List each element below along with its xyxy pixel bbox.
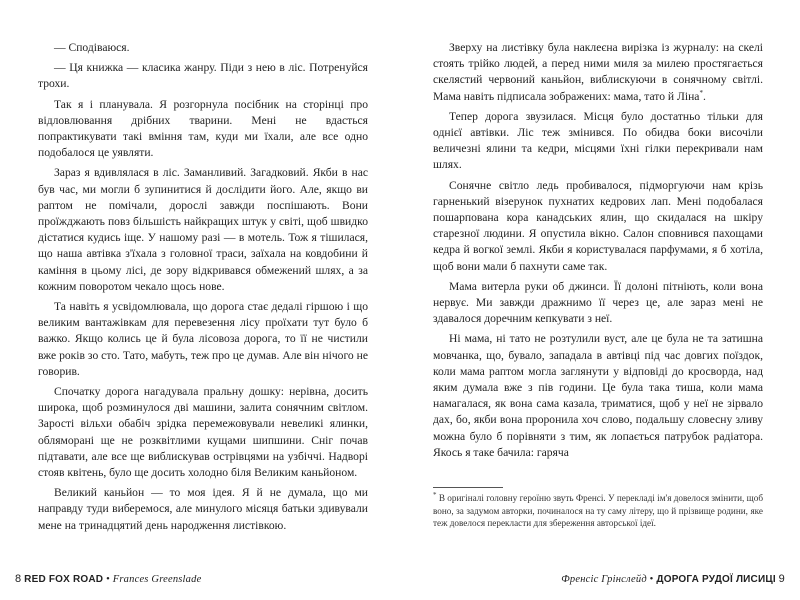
paragraph: Так я і планувала. Я розгорнула посібник на сторінці про відловлювання дрібних тварини. Мені не вдасться попрактикувати такі вміння там, куди ми їхали, але все одно подобалося це уявляти. — [38, 97, 368, 160]
book-title: RED FOX ROAD — [24, 574, 104, 585]
paragraph: — Ця книжка — класика жанру. Піди з нею в ліс. Потренуйся трохи. — [38, 61, 368, 91]
left-running-footer — [15, 573, 201, 585]
book-title: ДОРОГА РУДОЇ ЛИСИЦІ — [656, 574, 776, 585]
paragraph: Зараз я вдивлялася в ліс. Заманливий. Загадковий. Якби в нас був час, ми могли б зупинитися й дослідити його. Але, якщо ви раптом не помічали, дорослі завжди поспішають. Вони проїжджають повз більшість найкращих штук у світі, щоб швидко дістатися кудись іще. У нашому разі — в мотель. Тож я тішилася, що наша автівка з'їхала з головної траси, заїхала на ковдобини й каміння в цьому лісі, де зору відкривався обмежений шлях, а за кожним поворотом чекало щось нове. — [38, 166, 368, 293]
footnote-divider — [433, 487, 503, 488]
right-running-footer — [561, 573, 785, 585]
paragraph: Мама витерла руки об джинси. Її долоні пітніють, коли вона нервує. Ми завжди дражнимо її через це, але зараз мені не здавалося доречним кепкувати з неї. — [433, 279, 763, 326]
page-number: 8 — [15, 573, 22, 585]
footnote-text: В оригіналі головну героїню звуть Френсі. У перекладі ім'я довелося змінити, щоб воно, за задумом авторки, починалося на ту саму літеру, що й прізвище родини, яке теж довелося перекласти для збереження авторської ідеї. — [433, 493, 763, 529]
paragraph: Тепер дорога звузилася. Місця було достатньо тільки для однієї автівки. Ліс теж змінився. По обидва боки височіли величезні ялини та кедри, місцями їхні гілки перекривали нам шлях. — [433, 109, 763, 172]
right-page — [400, 0, 800, 600]
page-number: 9 — [778, 573, 785, 585]
footnote — [433, 492, 763, 530]
paragraph: Та навіть я усвідомлювала, що дорога стає дедалі гіршою і що великим вантажівкам для перевезення лісу проїхати тут було б важко. Якщо колись це й була лісовоза дорога, то її не чистили вже років зо сто. Тато, мабуть, теж про це думав. Але він нічого не говорив. — [38, 300, 368, 378]
footnote-marker: * — [433, 490, 437, 499]
author-name: Frances Greenslade — [112, 574, 202, 585]
author-name: Френсіс Грінслейд — [561, 574, 647, 585]
footer-bullet: • — [649, 574, 654, 585]
paragraph: Зверху на листівку була наклеєна вирізка із журналу: на скелі стоять трійко людей, а перед ними миля за милею простягається скелястий червоний каньйон, виблискуючи в сонячному світлі. Мама навіть підписала зображених: мама, тато й Ліна*. — [433, 41, 763, 103]
paragraph: Спочатку дорога нагадувала пральну дошку: нерівна, досить широка, щоб розминулося дві машини, залита сонячним світлом. Зарості вільхи обабіч зрідка перемежовували невеликі ялинки, обляморані ще не розквітлими кущами шипшини. Сніг почав підтавати, але все ще виблискував острівцями на узбіччі. Надворі стояв квітень, було ще досить холодно біля Великим каньйоном. — [38, 385, 368, 480]
right-page-text — [433, 40, 763, 465]
paragraph: Великий каньйон — то моя ідея. Я й не думала, що ми направду туди виберемося, але минулого місяця батьки здивували мене на тринадцятий день народження листівкою. — [38, 486, 368, 532]
footnote-marker: * — [699, 88, 703, 97]
left-page-text — [38, 40, 368, 538]
paragraph: Сонячне світло ледь пробивалося, підморгуючи нам крізь гарненький візерунок пухнатих кедрових лап. Мені подобалася пошарпована кора канадських ялин, що скидалася на шкіру старезної людини. Я опустила вікно. Салон сповнився пахощами кедра й вогкої землі. Якби я користувалася парфумами, я б хотіла, щоб вони мали б пахнути саме так. — [433, 178, 763, 273]
footer-bullet: • — [106, 574, 110, 585]
paragraph: — Сподіваюся. — [54, 41, 130, 54]
paragraph-text: Зверху на листівку була наклеєна вирізка із журналу: на скелі стоять трійко людей, а перед ними миля за милею простягається скелястий червоний каньйон, виблискуючи в сонячному світлі. Мама навіть підписала зображених: мама, тато й Ліна — [433, 41, 763, 103]
paragraph: Ні мама, ні тато не розтулили вуст, але це була не та затишна мовчанка, що, бувало, западала в автівці під час довгих поїздок, коли мама раптом могла заглянути у відповіді до кросворда, над яким думала вже з пів години. Це була така тиша, коли мама намагалася, як вона сама казала, триматися, щоб у неї не зірвало дах, бо, якби вона проронила хоч слово, подальшу словесну зливу можна було б порівняти з тим, як лопається патрубок радіатора. Якось я таке бачила: гаряча — [433, 332, 763, 459]
